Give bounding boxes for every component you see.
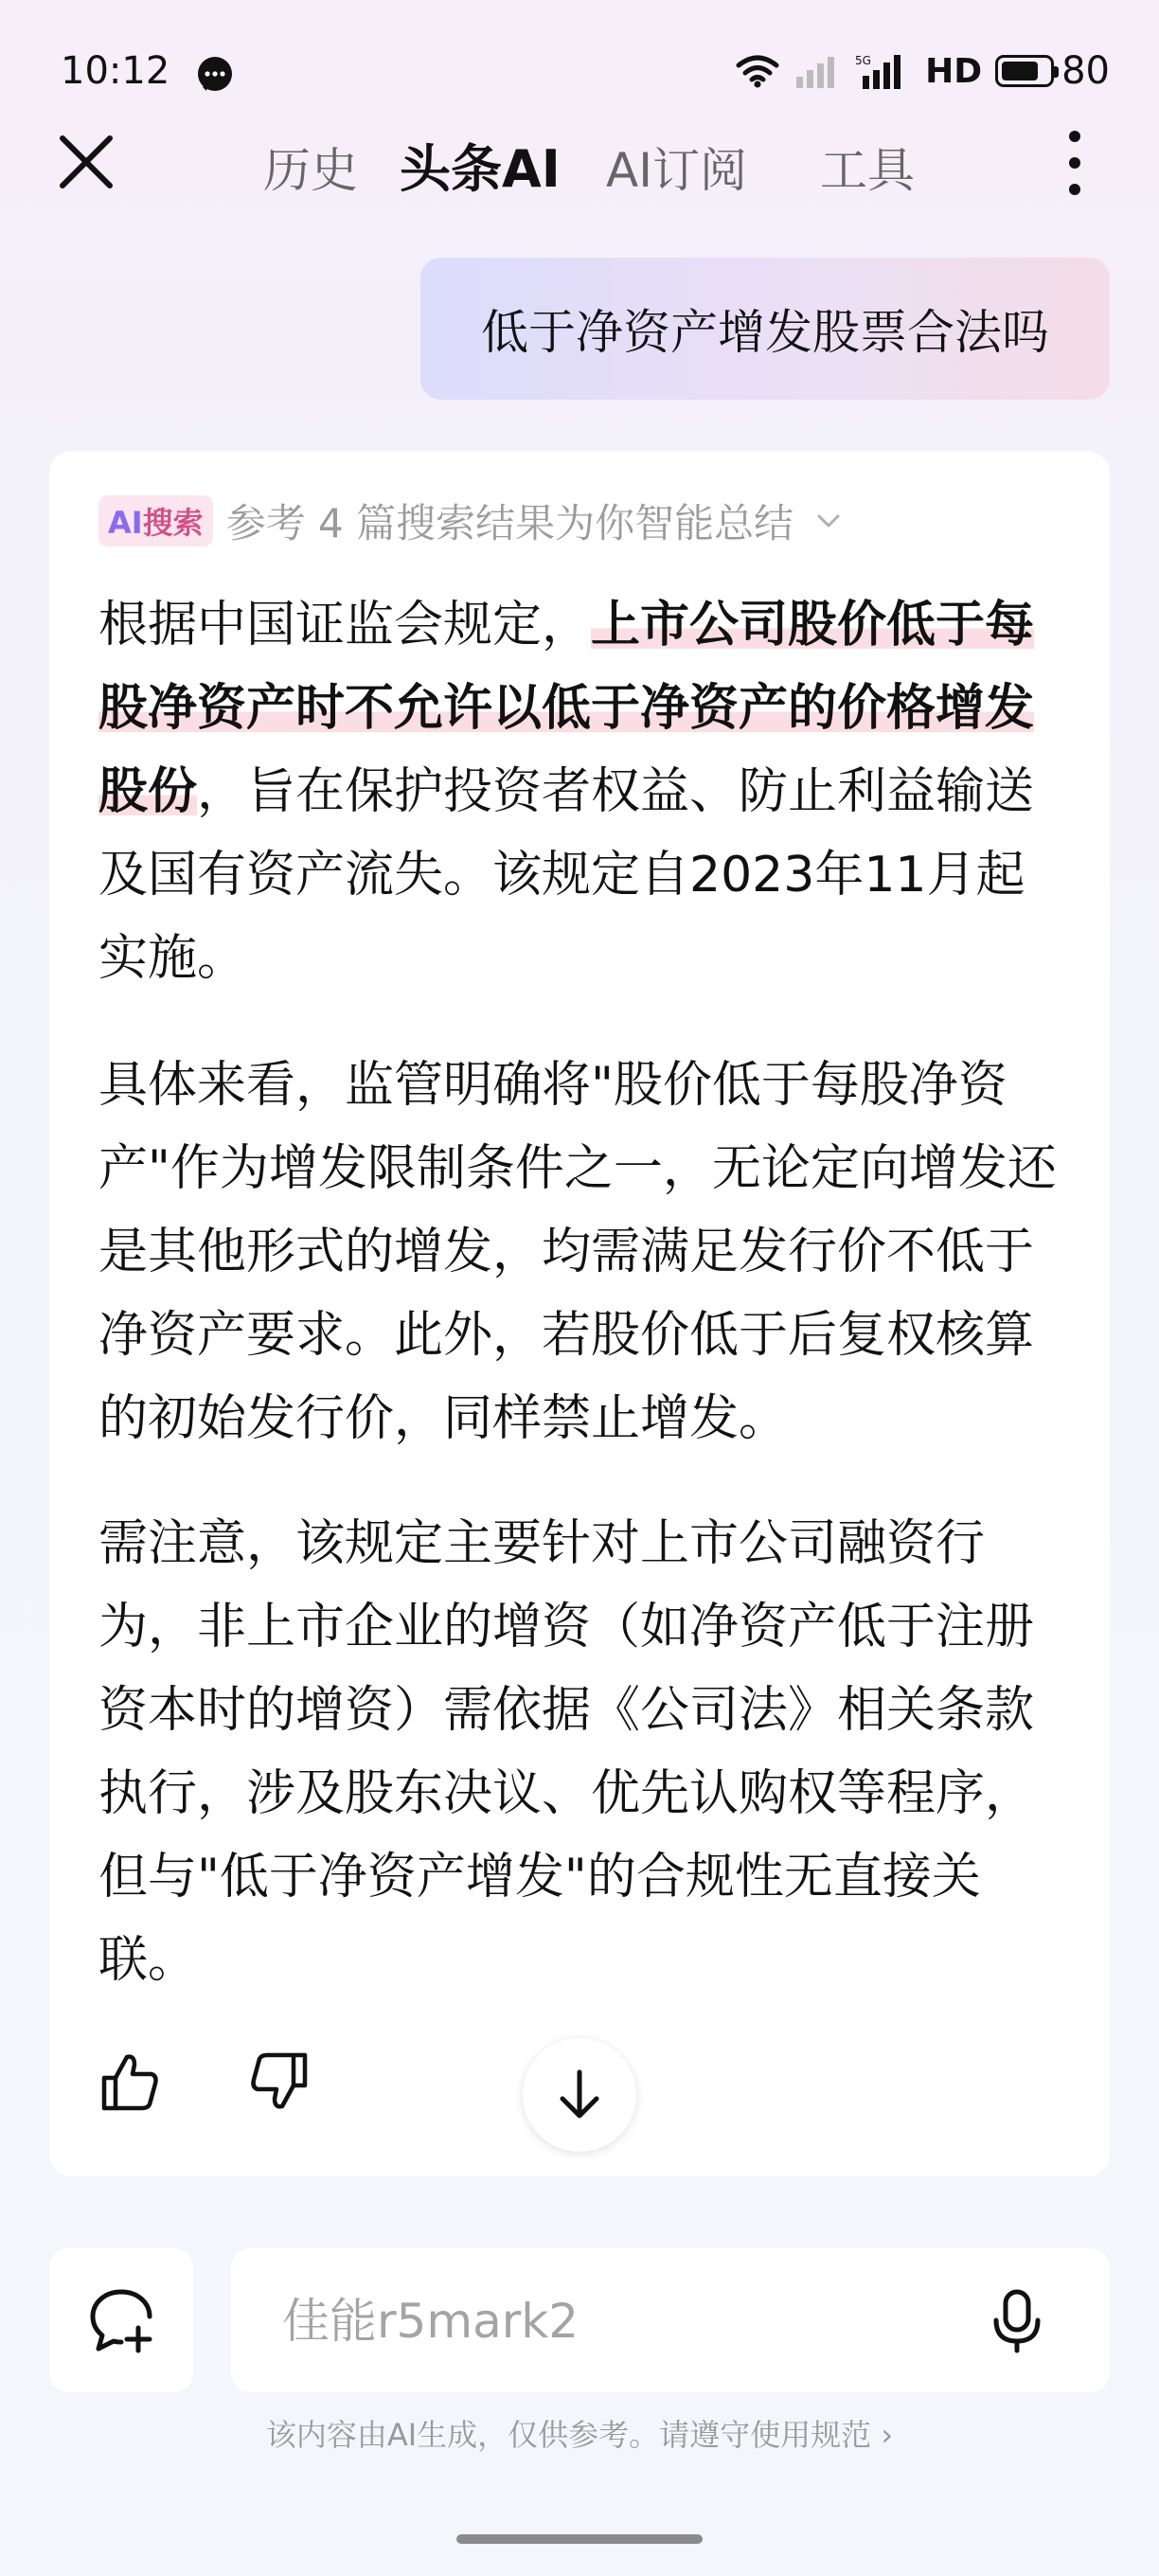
home-indicator[interactable] xyxy=(456,2534,703,2544)
signal-weak-icon xyxy=(793,54,842,88)
status-icons xyxy=(736,47,1110,95)
answer-highlight: 上市公司股价低于每股净资产时不允许以低于净资产的价格增发股份 xyxy=(98,597,1035,820)
battery-indicator xyxy=(995,49,1110,93)
hd-label: HD xyxy=(925,51,983,91)
thumbs-up-icon[interactable] xyxy=(97,2048,165,2116)
status-bar xyxy=(0,0,1159,142)
tab-tools[interactable]: 工具 xyxy=(820,143,915,198)
chevron-right-icon: › xyxy=(871,2417,894,2453)
search-sources-toggle[interactable] xyxy=(98,492,843,549)
arrow-down-icon xyxy=(555,2066,604,2123)
close-button[interactable] xyxy=(55,131,117,193)
usage-policy-link[interactable]: 请遵守使用规范 xyxy=(659,2417,872,2453)
answer-paragraph-3: 需注意，该规定主要针对上市公司融资行为，非上市企业的增资（如净资产低于注册资本时的增资）需依据《公司法》相关条款执行，涉及股东决议、优先认购权等程序，但与"低于净资产增发"的合规性无直接关联。 xyxy=(98,1515,1035,1989)
user-question-text: 低于净资产增发股票合法吗 xyxy=(481,305,1049,360)
ai-answer-card xyxy=(49,451,1110,2176)
source-summary: 参考 4 篇搜索结果为你智能总结 xyxy=(225,500,794,546)
chat-input-box[interactable] xyxy=(231,2248,1110,2392)
battery-icon xyxy=(995,55,1054,87)
microphone-icon[interactable] xyxy=(981,2284,1053,2356)
new-chat-icon xyxy=(85,2284,157,2356)
thumbs-down-icon[interactable] xyxy=(244,2048,312,2116)
tab-history[interactable]: 历史 xyxy=(263,143,358,198)
battery-level: 80 xyxy=(1061,49,1110,93)
wifi-icon xyxy=(736,54,779,88)
answer-paragraph-2: 具体来看，监管明确将"股价低于每股净资产"作为增发限制条件之一，无论定向增发还是其他形式的增发，均需满足发行价不低于净资产要求。此外，若股价低于后复权核算的初始发行价，同样禁止增发。 xyxy=(98,1057,1057,1447)
ai-search-badge: AI搜索 xyxy=(98,495,213,546)
tab-toutiao-ai[interactable]: 头条AI xyxy=(400,139,561,199)
answer-paragraph-1: 根据中国证监会规定，上市公司股价低于每股净资产时不允许以低于净资产的价格增发股份，旨在保护投资者权益、防止利益输送及国有资产流失。该规定自2023年11月起实施。 xyxy=(98,597,1035,987)
message-notification-icon xyxy=(195,55,235,95)
new-chat-button[interactable] xyxy=(49,2248,193,2392)
status-time: 10:12 xyxy=(61,49,170,93)
tab-ai-subscription[interactable]: AI订阅 xyxy=(606,143,747,198)
scroll-to-bottom-button[interactable] xyxy=(523,2038,636,2152)
more-options-icon[interactable] xyxy=(1061,127,1089,199)
user-message-bubble xyxy=(420,258,1110,400)
chevron-down-icon xyxy=(814,507,843,535)
svg-text:5G: 5G xyxy=(855,54,872,67)
chat-input[interactable] xyxy=(280,2292,966,2351)
ai-disclaimer: 该内容由AI生成，仅供参考。请遵守使用规范 › xyxy=(265,2417,894,2453)
signal-5g-icon xyxy=(855,53,912,89)
